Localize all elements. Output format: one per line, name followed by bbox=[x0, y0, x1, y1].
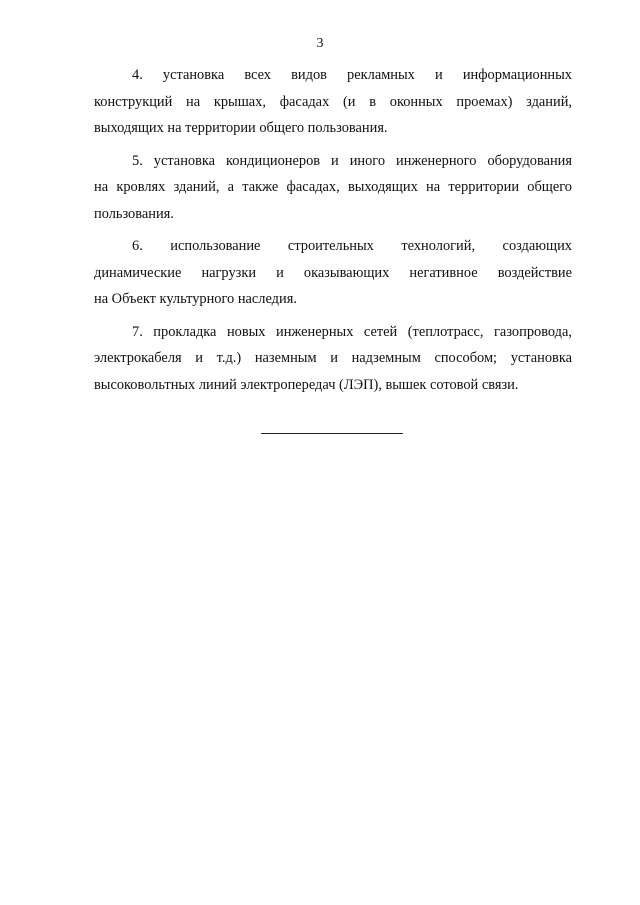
paragraph-item-6 bbox=[94, 233, 572, 313]
paragraph-line: выходящих на территории общего пользования. bbox=[94, 120, 388, 136]
paragraph-line: на Объект культурного наследия. bbox=[94, 291, 297, 307]
page-number: 3 bbox=[316, 36, 324, 51]
paragraph-item-7 bbox=[94, 319, 572, 399]
paragraph-line: 7. прокладка новых инженерных сетей (теплотрасс, газопровода, bbox=[132, 323, 572, 340]
paragraph-line: 5. установка кондиционеров и иного инженерного оборудования bbox=[132, 152, 572, 169]
paragraph-line: 6. использование строительных технологий, создающих bbox=[132, 238, 572, 254]
paragraph-line: 4. установка всех видов рекламных и информационных bbox=[132, 67, 572, 83]
paragraph-line: электрокабеля и т.д.) наземным и надземным способом; установка bbox=[94, 350, 572, 366]
paragraph-line: на кровлях зданий, а также фасадах, выходящих на территории общего bbox=[94, 179, 572, 195]
paragraph-item-5 bbox=[94, 148, 572, 228]
paragraph-line: высоковольтных линий электропередач (ЛЭП), вышек сотовой связи. bbox=[94, 376, 519, 393]
document-body bbox=[94, 62, 572, 404]
paragraph-line: динамические нагрузки и оказывающих негативное воздействие bbox=[94, 264, 572, 281]
paragraph-line: пользования. bbox=[94, 205, 174, 222]
paragraph-item-4 bbox=[94, 62, 572, 142]
end-separator-line bbox=[261, 433, 403, 434]
paragraph-line: конструкций на крышах, фасадах (и в оконных проемах) зданий, bbox=[94, 93, 572, 110]
